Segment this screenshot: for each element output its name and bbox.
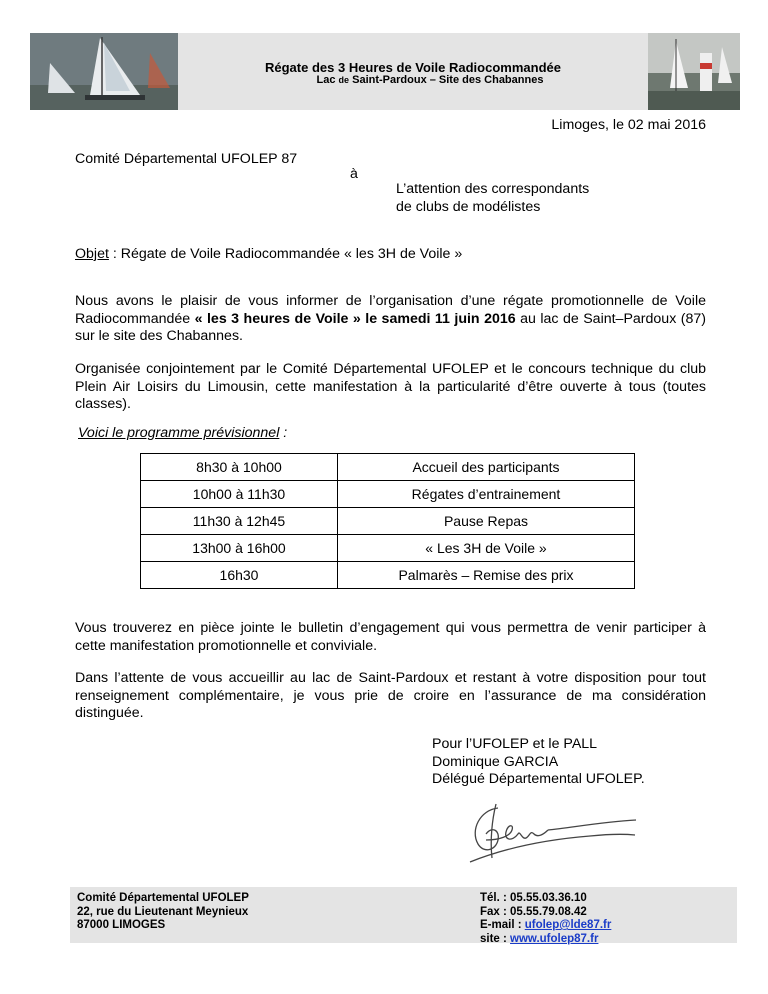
subject-text: : Régate de Voile Radiocommandée « les 3H de Voile » — [108, 246, 463, 262]
signature-line-3: Délégué Départemental UFOLEP. — [432, 771, 645, 787]
program-row — [141, 508, 635, 535]
program-time: 8h30 à 10h00 — [141, 454, 338, 481]
footer-site-row: site : www.ufolep87.fr — [480, 932, 599, 945]
program-activity: « Les 3H de Voile » — [338, 535, 635, 562]
footer-street: 22, rue du Lieutenant Meynieux — [77, 905, 249, 918]
footer-city: 87000 LIMOGES — [77, 919, 166, 931]
subject — [75, 246, 462, 264]
place-date: Limoges, le 02 mai 2016 — [551, 117, 706, 133]
program-activity: Régates d’entrainement — [338, 481, 635, 508]
header-subtitle: Lac de Saint-Pardoux – Site des Chabannes — [316, 74, 544, 86]
sender: Comité Départemental UFOLEP 87 — [75, 151, 298, 167]
program-time: 10h00 à 11h30 — [141, 481, 338, 508]
program-time: 11h30 à 12h45 — [141, 508, 338, 535]
footer-tel: Tél. : 05.55.03.36.10 — [480, 892, 587, 904]
program-heading: Voici le programme prévisionnel : — [78, 425, 288, 441]
sailboat-photo-right — [648, 33, 740, 110]
website-link[interactable]: www.ufolep87.fr — [510, 932, 599, 945]
handwritten-signature — [440, 800, 640, 870]
footer-contact — [480, 892, 611, 946]
footer-org: Comité Départemental UFOLEP — [77, 892, 249, 904]
paragraph-closing: Dans l’attente de vous accueillir au lac de Saint-Pardoux et restant à votre disposition pour tout renseignement complémentaire, je vous prie de croire en l’assurance de ma considération distinguée. — [75, 670, 706, 721]
recipient-line-2: de clubs de modélistes — [396, 198, 541, 215]
paragraph-intro: Nous avons le plaisir de vous informer de l’organisation d’une régate promotionnelle de Voile Radiocommandée « les 3 heures de Voile » le samedi 11 juin 2016 au lac de Saint–Pardoux (87) sur le site des Chabannes. — [75, 293, 706, 344]
program-activity: Pause Repas — [338, 508, 635, 535]
program-activity: Palmarès – Remise des prix — [338, 562, 635, 589]
footer-email-row: E-mail : ufolep@lde87.fr — [480, 919, 612, 931]
program-activity: Accueil des participants — [338, 454, 635, 481]
program-row — [141, 562, 635, 589]
recipient — [396, 181, 589, 216]
program-table — [140, 453, 635, 589]
program-row — [141, 481, 635, 508]
program-time: 16h30 — [141, 562, 338, 589]
sailboat-photo-left — [30, 33, 178, 110]
to-word: à — [350, 166, 358, 182]
signature-block — [432, 736, 645, 789]
program-row — [141, 535, 635, 562]
paragraph-organisation: Organisée conjointement par le Comité Départemental UFOLEP et le concours technique du club Plein Air Loisirs du Limousin, cette manifestation à la particularité d’être ouverte à tous (toutes classes). — [75, 361, 706, 412]
program-time: 13h00 à 16h00 — [141, 535, 338, 562]
header-title: Régate des 3 Heures de Voile Radiocommandée — [265, 60, 561, 75]
signature-line-2: Dominique GARCIA — [432, 753, 559, 770]
subject-label: Objet — [75, 246, 109, 262]
program-row — [141, 454, 635, 481]
signature-line-1: Pour l’UFOLEP et le PALL — [432, 736, 598, 752]
recipient-line-1: L’attention des correspondants — [396, 181, 590, 197]
paragraph-attachment: Vous trouverez en pièce jointe le bulletin d’engagement qui vous permettra de venir participer à cette manifestation promotionnelle et conviviale. — [75, 620, 706, 654]
footer-address — [77, 892, 249, 933]
footer-fax: Fax : 05.55.79.08.42 — [480, 905, 587, 918]
email-link[interactable]: ufolep@lde87.fr — [524, 919, 612, 931]
